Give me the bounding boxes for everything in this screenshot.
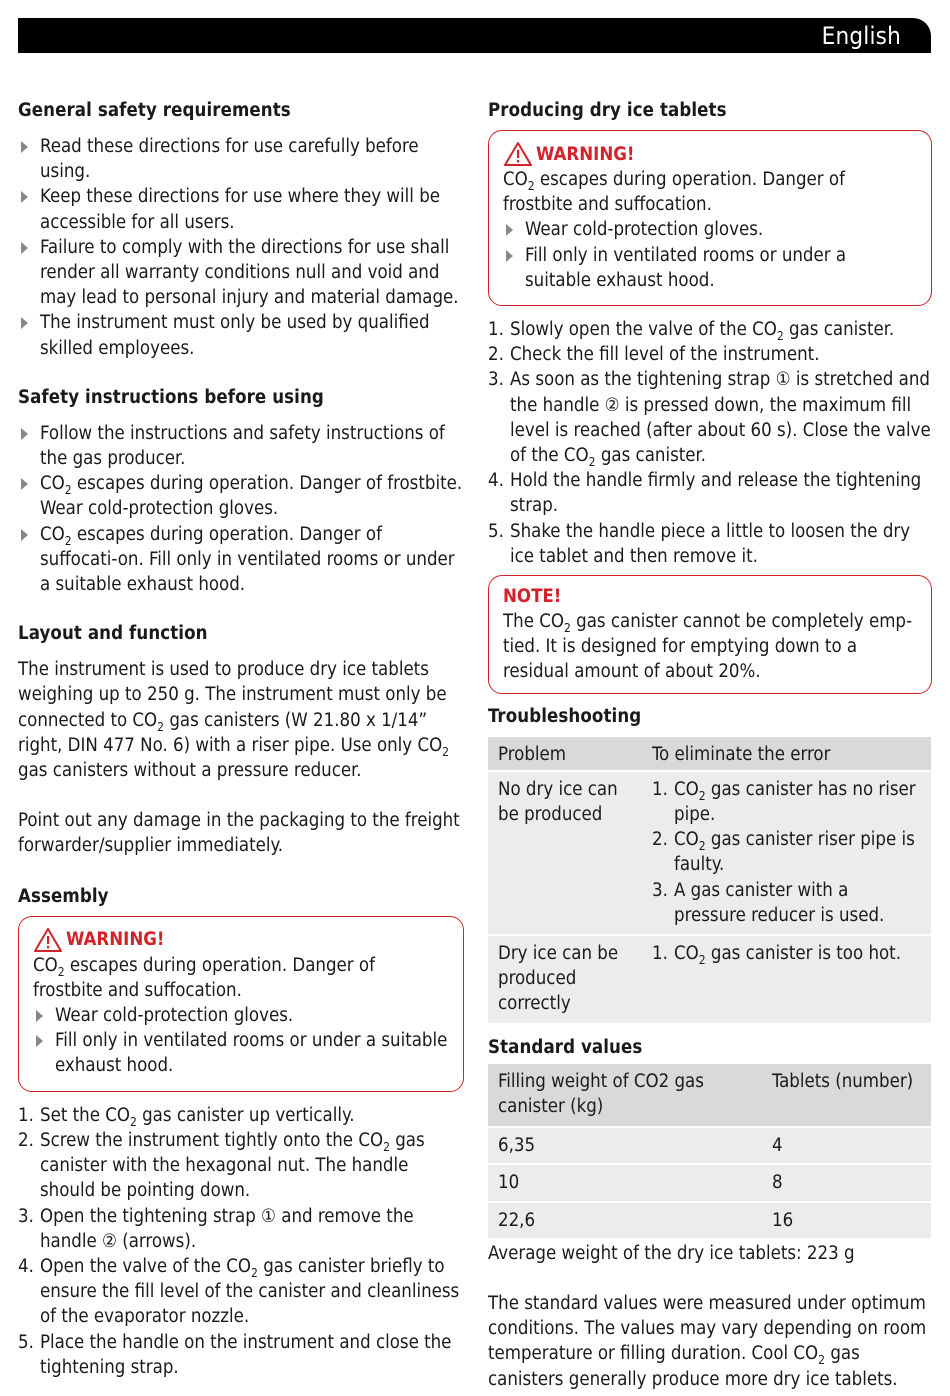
- column-header: To eliminate the error: [642, 737, 931, 771]
- problem-cell: No dry ice can be produced: [488, 771, 642, 935]
- standard-values-title: Standard values: [488, 1036, 643, 1058]
- fix-cell: [642, 771, 931, 935]
- language-label: English: [821, 22, 901, 50]
- list-item: Read these directions for use carefully before using.: [18, 134, 464, 184]
- warning-heading: [33, 927, 449, 953]
- standard-values-note: The standard values were measured under optimum conditions. The values may vary depending on room temperature or filling duration. Cool $CO_2$ gas canisters generally produce more dry ice tablets.: [488, 1292, 927, 1390]
- step-item: 5. Place the handle on the instrument and close the tightening strap.: [18, 1331, 452, 1378]
- warning-list: [503, 217, 917, 293]
- table-row: [488, 1164, 931, 1201]
- note-text: The $CO_2$ gas canister cannot be completely emp-tied. It is designed for emptying down to a residual amount of about 20%.: [503, 611, 913, 683]
- weight-cell: 6,35: [488, 1127, 762, 1164]
- troubleshooting-title: Troubleshooting: [488, 705, 642, 727]
- column-header: Problem: [488, 737, 642, 771]
- list-item: $CO_2$ escapes during operation. Danger of frostbite. Wear cold-protection gloves.: [18, 471, 464, 521]
- right-column: [488, 98, 932, 1392]
- list-item: Wear cold-protection gloves.: [503, 217, 917, 242]
- table-row: [488, 1202, 931, 1238]
- fix-cell: [642, 935, 931, 1023]
- assembly-steps: [18, 1103, 464, 1380]
- list-item: Follow the instructions and safety instructions of the gas producer.: [18, 421, 464, 471]
- warning-heading: [503, 141, 917, 167]
- warning-text: $CO_2$ escapes during operation. Danger of frostbite and suffocation.: [503, 169, 845, 216]
- warning-label: WARNING!: [536, 143, 635, 165]
- assembly-warning-box: [18, 916, 464, 1092]
- list-item: The instrument must only be used by qualified skilled employees.: [18, 310, 464, 360]
- step-item: 3. Open the tightening strap ① and remove the handle ② (arrows).: [18, 1205, 414, 1252]
- warning-triangle-icon: [503, 141, 533, 167]
- safety-before-list: [18, 421, 464, 597]
- tablets-cell: 4: [762, 1127, 931, 1164]
- tablets-cell: 16: [762, 1202, 931, 1238]
- problem-cell: Dry ice can be produced correctly: [488, 935, 642, 1023]
- table-header-row: [488, 737, 931, 771]
- column-header: Tablets (number): [762, 1064, 931, 1127]
- warning-triangle-icon: [33, 927, 63, 953]
- weight-cell: 10: [488, 1164, 762, 1201]
- layout-paragraph: The instrument is used to produce dry ice tablets weighing up to 250 g. The instrument must only be connected to $CO_2$ gas canisters (W 21.80 x 1/14” right, DIN 477 No. 6) with a riser pipe. Use only $CO_2$ gas canisters without a pressure reducer.: [18, 659, 450, 782]
- table-row: [488, 771, 931, 935]
- step-item: 5. Shake the handle piece a little to loosen the dry ice tablet and then remove it.: [488, 520, 911, 567]
- fix-item: 1. $CO_2$ gas canister has no riser pipe.: [652, 778, 916, 826]
- column-header: Filling weight of CO2 gas canister (kg): [488, 1064, 762, 1127]
- language-header-bar: [18, 18, 931, 53]
- layout-function-title: Layout and function: [18, 623, 208, 645]
- producing-steps: [488, 317, 932, 569]
- producing-warning-box: [488, 130, 932, 306]
- weight-cell: 22,6: [488, 1202, 762, 1238]
- step-item: 2. Screw the instrument tightly onto the $CO_2$ gas canister with the hexagonal nut. The handle should be pointing down.: [18, 1129, 425, 1202]
- damage-paragraph: Point out any damage in the packaging to the freight forwarder/supplier immediately.: [18, 810, 460, 857]
- producing-title: Producing dry ice tablets: [488, 100, 727, 121]
- table-header-row: [488, 1064, 931, 1127]
- table-row: [488, 935, 931, 1023]
- table-row: [488, 1127, 931, 1164]
- step-item: 1. Slowly open the valve of the $CO_2$ gas canister.: [488, 319, 895, 344]
- fix-item: 1. $CO_2$ gas canister is too hot.: [652, 943, 901, 968]
- standard-values-table: [488, 1064, 931, 1238]
- list-item: Failure to comply with the directions for use shall render all warranty conditions null and void and may lead to personal injury and material damage.: [18, 235, 464, 311]
- general-safety-title: General safety requirements: [18, 100, 291, 121]
- list-item: Keep these directions for use where they will be accessible for all users.: [18, 184, 464, 234]
- list-item: Wear cold-protection gloves.: [33, 1003, 449, 1028]
- warning-text: $CO_2$ escapes during operation. Danger of frostbite and suffocation.: [33, 954, 375, 1001]
- general-safety-list: [18, 134, 464, 361]
- list-item: Fill only in ventilated rooms or under a suitable exhaust hood.: [33, 1028, 449, 1078]
- tablets-cell: 8: [762, 1164, 931, 1201]
- note-box: [488, 575, 932, 694]
- note-label: NOTE!: [503, 586, 562, 608]
- troubleshooting-table: [488, 737, 931, 1023]
- step-item: 4. Open the valve of the $CO_2$ gas canister briefly to ensure the fill level of the canister and cleanliness of the evaporator nozzle.: [18, 1255, 460, 1328]
- safety-before-title: Safety instructions before using: [18, 386, 324, 408]
- assembly-title: Assembly: [18, 885, 109, 907]
- step-item: 3. As soon as the tightening strap ① is stretched and the handle ② is pressed down, the maximum fill level is reached (after about 60 s). Close the valve of the $CO_2$ gas canister.: [488, 369, 931, 470]
- left-column: [18, 98, 464, 1380]
- average-weight-text: Average weight of the dry ice tablets: 223 g: [488, 1242, 855, 1264]
- warning-label: WARNING!: [66, 929, 165, 951]
- list-item: Fill only in ventilated rooms or under a suitable exhaust hood.: [503, 243, 917, 293]
- warning-list: [33, 1003, 449, 1079]
- step-item: 1. Set the $CO_2$ gas canister up vertically.: [18, 1104, 355, 1129]
- fix-item: 2. $CO_2$ gas canister riser pipe is faulty.: [652, 829, 915, 876]
- step-item: 2. Check the fill level of the instrument.: [488, 344, 820, 366]
- list-item: $CO_2$ escapes during operation. Danger of suffocati-on. Fill only in ventilated rooms or under a suitable exhaust hood.: [18, 522, 464, 598]
- step-item: 4. Hold the handle firmly and release the tightening strap.: [488, 470, 922, 517]
- fix-item: 3. A gas canister with a pressure reducer is used.: [652, 879, 885, 926]
